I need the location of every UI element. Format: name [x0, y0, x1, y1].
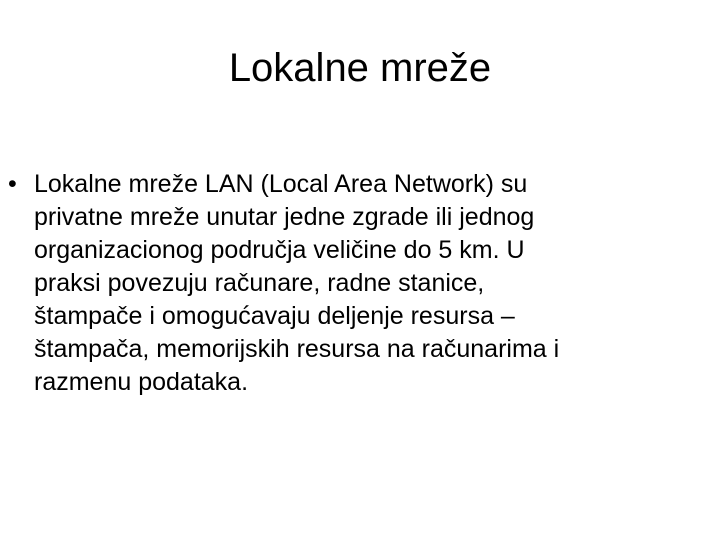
- bullet-text-line-6: štampača, memorijskih resursa na računarima i: [34, 335, 560, 363]
- bullet-marker: •: [8, 170, 17, 198]
- bullet-text-line-4: praksi povezuju računare, radne stanice,: [34, 269, 485, 297]
- bullet-text-line-7: razmenu podataka.: [34, 368, 249, 396]
- bullet-text-line-2: privatne mreže unutar jedne zgrade ili jednog: [34, 203, 535, 231]
- bullet-text-line-3: organizacionog područja veličine do 5 km. U: [34, 236, 525, 264]
- slide-title: Lokalne mreže: [228, 46, 492, 90]
- bullet-list: [0, 168, 720, 399]
- bullet-item: [0, 168, 720, 399]
- bullet-text-line-1: Lokalne mreže LAN (Local Area Network) su: [34, 170, 528, 198]
- bullet-text-line-5: štampače i omogućavaju deljenje resursa –: [34, 302, 515, 330]
